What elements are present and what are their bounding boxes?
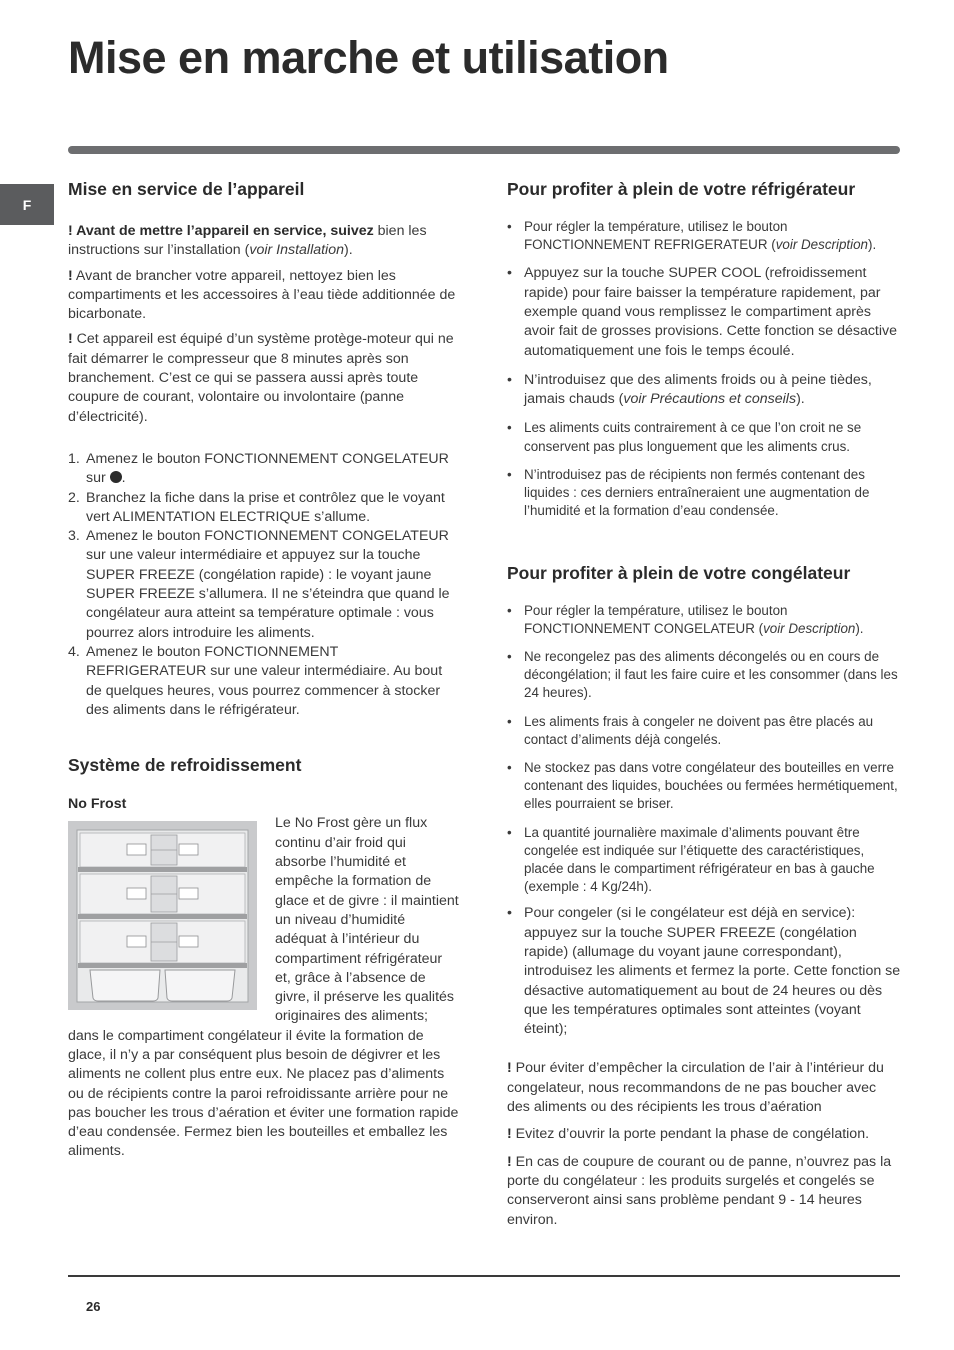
list-item: • La quantité journalière maximale d’aliments pouvant être congelée est indiquée sur l’étiquette des caractéristiques, placée dans le compartiment réfrigérateur en bas à gauche (exemple : 4 Kg/24h). xyxy=(507,824,875,895)
page-title: Mise en marche et utilisation xyxy=(68,32,669,83)
warning-mark: ! xyxy=(68,331,73,348)
section-title-refroidissement: Système de refroidissement xyxy=(68,755,302,776)
list-item: • Pour congeler (si le congélateur est déjà en service): appuyez sur la touche SUPER FREEZE (congélation rapide) (allumage du voyant jaune correspondant), introduisez les aliments et fermez la porte. Cette fonction se désactive automatiquement au bout de 24 heures ou dès que les températures optimales sont atteintes (voyant éteint); xyxy=(507,905,901,1038)
page-number: 26 xyxy=(86,1299,101,1314)
language-tab: F xyxy=(0,184,54,225)
step-item: 3. Amenez le bouton FONCTIONNEMENT CONGELATEUR sur une valeur intermédiaire et appuyez sur la touche SUPER FREEZE (congélation rapide) : le voyant jaune SUPER FREEZE s’allumera. Il ne s’éteindra que quand le congélateur aura atteint sa température optimale : vous pourrez alors introduire les aliments. xyxy=(68,528,450,641)
startup-steps xyxy=(68,450,460,720)
list-item: • Ne recongelez pas des aliments décongelés ou en cours de décongélation; il faut les faire cuire et les consommer (dans les 24 heures). xyxy=(507,648,898,701)
warning-mark: ! Avant de mettre l’appareil en service, suivez xyxy=(68,223,374,239)
section-title-refrigerateur: Pour profiter à plein de votre réfrigérateur xyxy=(507,179,856,199)
freezer-tips xyxy=(507,602,901,1040)
paragraph-before-use: ! Avant de mettre l’appareil en service, suivez bien les instructions sur l’installation (voir Installation). xyxy=(68,223,427,259)
note-door-closed: ! Evitez d’ouvrir la porte pendant la phase de congélation. xyxy=(507,1126,870,1143)
note-power-outage: ! En cas de coupure de courant ou de panne, n’ouvrez pas la porte du congélateur : les produits surgelés et congelés se conserveront ainsi sans problème pendant 9 - 14 heures environ. xyxy=(507,1153,892,1228)
list-item: • Ne stockez pas dans votre congélateur des bouteilles en verre contenant des liquides, bouchées ou fermées hermétiquement, elles pourraient se briser. xyxy=(507,759,898,812)
list-item: • Appuyez sur la touche SUPER COOL (refroidissement rapide) pour faire baisser la température rapidement, par exemple quand vous remplissez le compartiment après avoir fait de grosses provisions. Cette fonction se désactive automatiquement une fois le temps écoulé. xyxy=(507,265,898,359)
list-item: • Les aliments frais à congeler ne doivent pas être placés au contact d’aliments déjà congelés. xyxy=(507,713,874,747)
step-item: 1. Amenez le bouton FONCTIONNEMENT CONGELATEUR sur . xyxy=(68,450,449,487)
left-column xyxy=(68,178,460,1162)
warning-mark: ! xyxy=(68,267,73,284)
list-item: • N’introduisez que des aliments froids ou à peine tièdes, jamais chauds (voir Précautions et conseils). xyxy=(507,371,872,408)
no-frost-text: Le No Frost gère un flux continu d’air froid qui absorbe l’humidité et empêche la formation de glace et de givre : il maintient un niveau d’humidité adéquat à l’intérieur du compartiment réfrigérateur et, grâce à l’absence de givre, il préserve les qualités originaires des aliments; dans le compartiment congélateur il évite la formation de glace, il n’y a par conséquent plus besoin de dégivrer et les aliments ne collent plus entre eux. Ne placez pas d’aliments ou de récipients contre la paroi refroidissante arrière pour ne pas boucher les trous d’aération et éviter une formation rapide d’eau condensée. Fermez bien les bouteilles et emballez les aliments. xyxy=(68,815,459,1160)
list-item: • Pour régler la température, utilisez le bouton FONCTIONNEMENT CONGELATEUR (voir Description). xyxy=(507,602,864,636)
filled-circle-icon xyxy=(110,471,122,483)
subsection-title-no-frost: No Frost xyxy=(68,796,127,813)
paragraph-motor-protection: ! Cet appareil est équipé d’un système protège-moteur qui ne fait démarrer le compresseur que 8 minutes après son branchement. C’est ce qui se passera aussi après toute coupure de courant, volontaire ou involontaire (panne d’électricité). xyxy=(68,331,454,425)
warning-mark: ! xyxy=(507,1126,512,1143)
no-frost-block xyxy=(68,814,460,1161)
section-title-mise-en-service: Mise en service de l’appareil xyxy=(68,179,305,199)
list-item: • N’introduisez pas de récipients non fermés contenant des liquides : ces derniers entraîneraient une augmentation de l’humidité et la formation d’eau condensée. xyxy=(507,466,870,519)
right-column xyxy=(507,178,901,1230)
list-item: • Les aliments cuits contrairement à ce que l’on croit ne se conservent pas plus longuement que les aliments crus. xyxy=(507,420,862,454)
note-air-circulation: ! Pour éviter d’empêcher la circulation de l’air à l’intérieur du congelateur, nous recommandons de ne pas boucher avec des aliments ou des récipients les trous d’aération xyxy=(507,1060,884,1116)
section-title-congelateur: Pour profiter à plein de votre congélateur xyxy=(507,562,851,583)
paragraph-cleaning: ! Avant de brancher votre appareil, nettoyez bien les compartiments et les accessoires à l’eau tiède additionnée de bicarbonate. xyxy=(68,267,456,323)
list-item: • Pour régler la température, utilisez le bouton FONCTIONNEMENT REFRIGERATEUR (voir Description). xyxy=(507,219,877,253)
warning-mark: ! xyxy=(507,1153,512,1170)
refrigerator-tips xyxy=(507,218,901,521)
title-divider xyxy=(68,146,900,154)
step-item: 4. Amenez le bouton FONCTIONNEMENT REFRIGERATEUR sur une valeur intermédiaire. Au bout de quelques heures, vous pourrez commencer à stocker des aliments dans le réfrigérateur. xyxy=(68,643,443,718)
step-item: 2. Branchez la fiche dans la prise et contrôlez que le voyant vert ALIMENTATION ELECTRIQUE s’allume. xyxy=(68,489,445,525)
warning-mark: ! xyxy=(507,1060,512,1077)
footer-divider xyxy=(68,1275,900,1277)
fridge-interior-illustration xyxy=(68,821,257,1010)
